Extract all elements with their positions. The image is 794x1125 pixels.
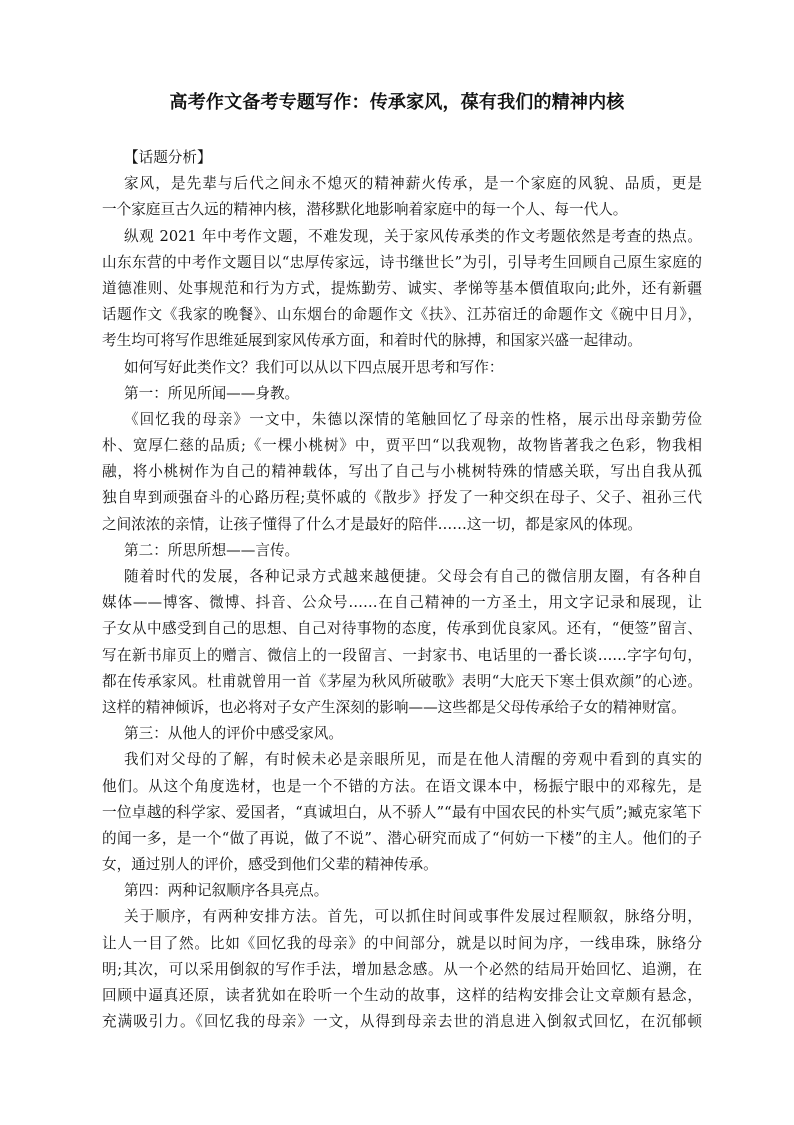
- text-line: 独自卑到顽强奋斗的心路历程;莫怀戚的《散步》抒发了一种交织在母子、父子、祖孙三代: [102, 489, 702, 507]
- text-line: 如何写好此类作文？我们可以从以下四点展开思考和写作：: [124, 358, 504, 376]
- text-line: 他们。从这个角度选材，也是一个不错的方法。在语文课本中，杨振宁眼中的邓稼先，是: [102, 777, 702, 795]
- text-line: 明;其次，可以采用倒叙的写作手法，增加悬念感。从一个必然的结局开始回忆、追溯，在: [102, 960, 702, 978]
- text-line: 写在新书扉页上的赠言、微信上的一段留言、一封家书、电话里的一番长谈……字字句句，: [102, 646, 702, 664]
- text-line: 融，将小桃树作为自己的精神载体，写出了自己与小桃树特殊的情感关联，写出自我从孤: [102, 463, 702, 481]
- text-line: 我们对父母的了解，有时候未必是亲眼所见，而是在他人清醒的旁观中看到的真实的: [124, 751, 702, 769]
- text-line: 都在传承家风。杜甫就曾用一首《茅屋为秋风所破歌》表明“大庇天下寒士俱欢颜”的心迹。: [102, 672, 702, 690]
- text-line: 【话题分析】: [124, 149, 212, 166]
- text-line: 的闻一多，是一个“做了再说，做了不说”、潜心研究而成了“何妨一下楼”的主人。他们的子: [102, 829, 702, 847]
- text-line: 这样的精神倾诉，也必将对子女产生深刻的影响——这些都是父母传承给子女的精神财富。: [102, 698, 686, 716]
- text-line: 之间浓浓的亲情，让孩子懂得了什么才是最好的陪伴……这一切，都是家风的体现。: [102, 515, 642, 533]
- text-line: 让人一目了然。比如《回忆我的母亲》的中间部分，就是以时间为序，一线串珠，脉络分: [102, 934, 702, 952]
- text-line: 话题作文《我家的晚餐》、山东烟台的命题作文《扶》、江苏宿迁的命题作文《碗中日月》，: [102, 306, 702, 324]
- text-line: 第一：所见所闻——身教。: [124, 384, 300, 402]
- document-body: [102, 145, 702, 1035]
- text-line: 道德准则、处事规范和行为方式，提炼勤劳、诚实、孝悌等基本價值取向;此外，还有新疆: [102, 279, 702, 297]
- text-line: 女，通过别人的评价，感受到他们父辈的精神传承。: [102, 856, 438, 874]
- text-line: 一位卓越的科学家、爱国者，“真诚坦白，从不骄人”“最有中国农民的朴实气质”;臧克家笔下: [102, 803, 702, 821]
- text-line: 回顾中逼真还原，读者犹如在聆听一个生动的故事，这样的结构安排会让文章颇有悬念，: [102, 987, 702, 1004]
- text-line: 第四：两种记叙顺序各具亮点。: [124, 882, 329, 900]
- text-line: 山东东营的中考作文题目以“忠厚传家远，诗书继世长”为引，引导考生回顾自己原生家庭的: [102, 253, 702, 271]
- text-line: 朴、宽厚仁慈的品质;《一棵小桃树》中，贾平凹“以我观物，故物皆著我之色彩，物我相: [102, 437, 702, 455]
- text-line: 随着时代的发展，各种记录方式越来越便捷。父母会有自己的微信朋友圈，有各种自: [124, 568, 702, 585]
- text-line: 考生均可将写作思维延展到家风传承方面，和着时代的脉搏，和国家兴盛一起律动。: [102, 332, 642, 350]
- text-line: 纵观 2021 年中考作文题，不难发现，关于家风传承类的作文考题依然是考查的热点。: [124, 227, 702, 245]
- text-line: 第三：从他人的评价中感受家风。: [124, 725, 343, 743]
- text-line: 子女从中感受到自己的思想、自己对待事物的态度，传承到优良家风。还有，“便签”留言、: [102, 620, 702, 638]
- text-line: 一个家庭亘古久远的精神内核，潜移默化地影响着家庭中的每一个人、每一代人。: [102, 201, 628, 219]
- text-line: 充满吸引力。《回忆我的母亲》一文，从得到母亲去世的消息进入倒叙式回忆，在沉郁顿: [102, 1013, 702, 1031]
- document-title: 高考作文备考专题写作：传承家风，葆有我们的精神内核: [169, 92, 625, 113]
- text-line: 媒体——博客、微博、抖音、公众号……在自己精神的一方圣土，用文字记录和展现，让: [102, 594, 702, 612]
- text-line: 关于顺序，有两种安排方法。首先，可以抓住时间或事件发展过程顺叙，脉络分明，: [124, 908, 702, 926]
- text-line: 《回忆我的母亲》一文中，朱德以深情的笔触回忆了母亲的性格，展示出母亲勤劳俭: [124, 410, 702, 428]
- text-line: 第二：所思所想——言传。: [124, 541, 300, 559]
- text-line: 家风，是先辈与后代之间永不熄灭的精神薪火传承，是一个家庭的风貌、品质，更是: [124, 175, 702, 193]
